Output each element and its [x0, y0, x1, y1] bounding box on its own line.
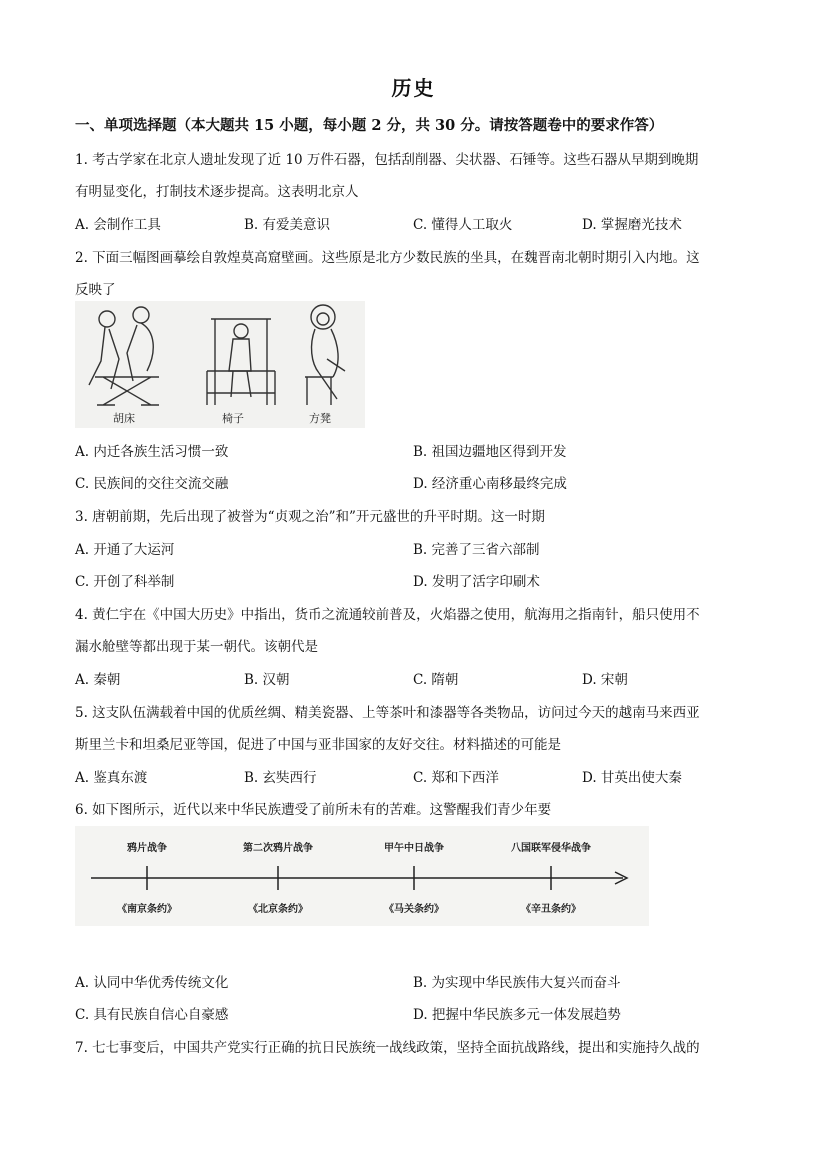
- timeline-event-sino-japanese-war: 甲午中日战争: [384, 843, 444, 854]
- q6-option-d: D. 把握中华民族多元一体发展趋势: [413, 1007, 621, 1023]
- q6-option-c: C. 具有民族自信心自豪感: [75, 1007, 229, 1023]
- timeline-treaty-beijing: 《北京条约》: [248, 904, 308, 915]
- timeline-treaty-nanjing: 《南京条约》: [117, 904, 177, 915]
- q3-option-b: B. 完善了三省六部制: [413, 542, 540, 558]
- fig-label-square-stool: 方凳: [309, 412, 331, 425]
- q3-option-a: A. 开通了大运河: [75, 542, 175, 558]
- q1-option-d: D. 掌握磨光技术: [582, 217, 682, 233]
- q3-option-c: C. 开创了科举制: [75, 574, 175, 590]
- timeline-treaty-shimonoseki: 《马关条约》: [384, 904, 444, 915]
- fig-label-chair: 椅子: [222, 412, 244, 425]
- timeline-event-second-opium-war: 第二次鸦片战争: [243, 843, 313, 854]
- q2-option-a: A. 内迁各族生活习惯一致: [75, 444, 229, 460]
- timeline-event-opium-war: 鸦片战争: [127, 843, 167, 854]
- q1-stem-line-2: 有明显变化，打制技术逐步提高。这表明北京人: [75, 184, 359, 200]
- q3-option-d: D. 发明了活字印刷术: [413, 574, 540, 590]
- q5-stem-line-2: 斯里兰卡和坦桑尼亚等国，促进了中国与亚非国家的友好交往。材料描述的可能是: [75, 737, 561, 753]
- timeline-event-eight-nation-alliance: 八国联军侵华战争: [511, 843, 591, 854]
- q7-stem-line-1: 7. 七七事变后，中国共产党实行正确的抗日民族统一战线政策，坚持全面抗战路线，提出和实施持久战的: [75, 1040, 700, 1056]
- q4-option-d: D. 宋朝: [582, 672, 628, 688]
- q1-option-a: A. 会制作工具: [75, 217, 161, 233]
- q4-stem-line-1: 4. 黄仁宇在《中国大历史》中指出，货币之流通较前普及，火焰器之使用，航海用之指南针，船只使用不: [75, 607, 700, 623]
- q6-stem-line-1: 6. 如下图所示，近代以来中华民族遭受了前所未有的苦难。这警醒我们青少年要: [75, 802, 552, 818]
- q5-stem-line-1: 5. 这支队伍满载着中国的优质丝绸、精美瓷器、上等茶叶和漆器等各类物品，访问过今天的越南马来西亚: [75, 705, 700, 721]
- q5-option-c: C. 郑和下西洋: [413, 770, 499, 786]
- q4-option-b: B. 汉朝: [244, 672, 290, 688]
- q1-option-c: C. 懂得人工取火: [413, 217, 513, 233]
- q2-option-d: D. 经济重心南移最终完成: [413, 476, 567, 492]
- q2-option-b: B. 祖国边疆地区得到开发: [413, 444, 567, 460]
- q6-option-a: A. 认同中华优秀传统文化: [75, 975, 229, 991]
- q4-option-a: A. 秦朝: [75, 672, 121, 688]
- q4-option-c: C. 隋朝: [413, 672, 459, 688]
- q1-option-b: B. 有爱美意识: [244, 217, 331, 233]
- q2-stem-line-2: 反映了: [75, 282, 116, 298]
- timeline-treaty-boxer: 《辛丑条约》: [521, 904, 581, 915]
- timeline-image: [75, 826, 649, 926]
- mural-figures-image: [75, 301, 365, 428]
- q1-stem-line-1: 1. 考古学家在北京人遗址发现了近 10 万件石器，包括刮削器、尖状器、石锤等。这些石器从早期到晚期: [75, 152, 699, 168]
- q5-option-b: B. 玄奘西行: [244, 770, 317, 786]
- q2-option-c: C. 民族间的交往交流交融: [75, 476, 229, 492]
- q3-stem-line-1: 3. 唐朝前期，先后出现了被誉为“贞观之治”和”开元盛世的升平时期。这一时期: [75, 509, 545, 525]
- q4-stem-line-2: 漏水舱壁等都出现于某一朝代。该朝代是: [75, 639, 318, 655]
- q5-option-a: A. 鉴真东渡: [75, 770, 148, 786]
- fig-label-hu-chuang: 胡床: [113, 412, 135, 425]
- page-title: 历史: [391, 76, 436, 100]
- q5-option-d: D. 甘英出使大秦: [582, 770, 682, 786]
- q2-stem-line-1: 2. 下面三幅图画摹绘自敦煌莫高窟壁画。这些原是北方少数民族的坐具，在魏晋南北朝时期引入内地。这: [75, 250, 700, 266]
- q6-option-b: B. 为实现中华民族伟大复兴而奋斗: [413, 975, 621, 991]
- section-heading: 一、单项选择题（本大题共 15 小题，每小题 2 分，共 30 分。请按答题卷中的要求作答）: [75, 117, 664, 134]
